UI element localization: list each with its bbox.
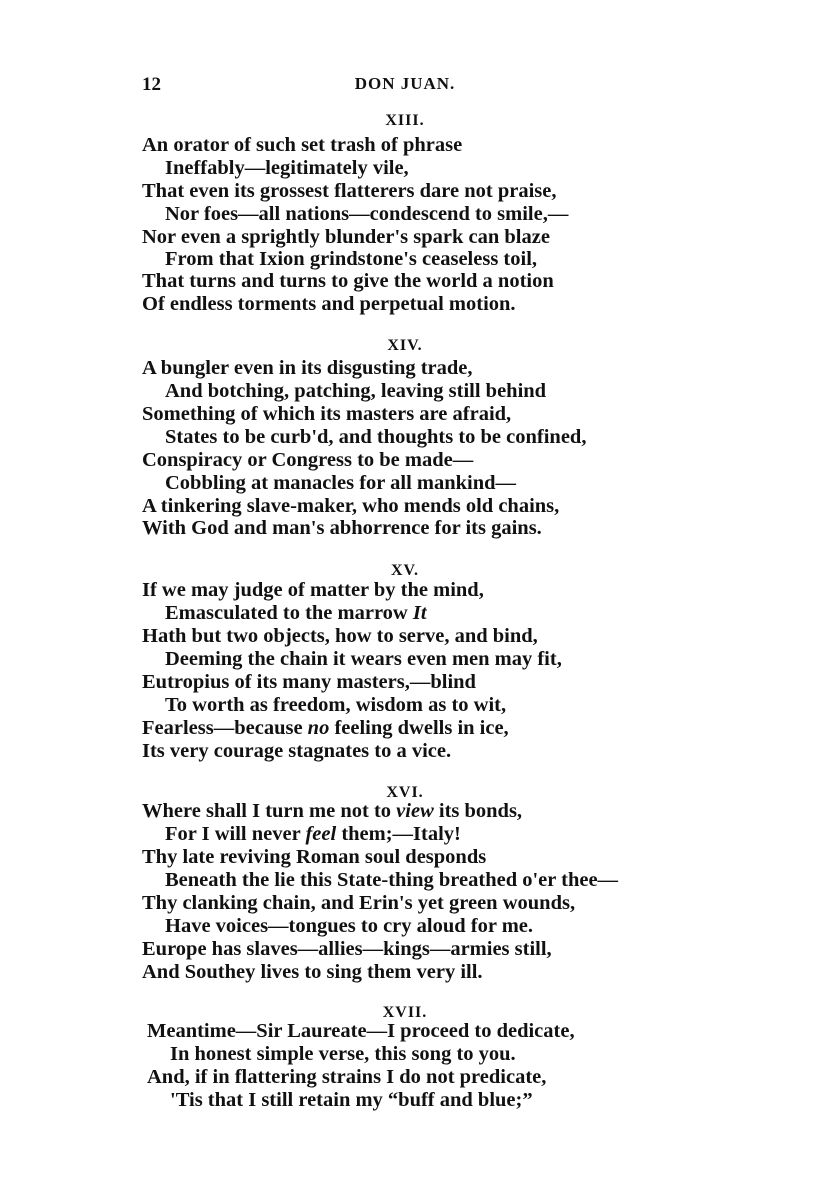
verse-line: In honest simple verse, this song to you. [170, 1043, 516, 1065]
verse-line: Conspiracy or Congress to be made— [142, 449, 474, 471]
verse-line: That turns and turns to give the world a notion [142, 270, 554, 292]
verse-line: Nor even a sprightly blunder's spark can blaze [142, 226, 550, 248]
verse-line: 'Tis that I still retain my “buff and blue;” [170, 1089, 533, 1111]
verse-line: Meantime—Sir Laureate—I proceed to dedicate, [147, 1020, 575, 1042]
verse-line [142, 718, 509, 739]
stanza-number: XV. [390, 562, 420, 579]
stanza-number: XVI. [386, 784, 424, 801]
verse-line: Ineffably—legitimately vile, [165, 157, 409, 179]
verse-line: A bungler even in its disgusting trade, [142, 357, 473, 379]
italic-word: view [396, 800, 434, 822]
verse-text: Emasculated to the marrow [165, 602, 408, 624]
italic-word: It [412, 602, 427, 624]
verse-line: Something of which its masters are afraid, [142, 403, 512, 425]
verse-line: And, if in flattering strains I do not predicate, [147, 1066, 547, 1088]
verse-text: them;—Italy! [341, 823, 461, 845]
verse-line: With God and man's abhorrence for its gains. [142, 517, 542, 539]
verse-line: Eutropius of its many masters,—blind [142, 671, 476, 693]
running-title: DON JUAN. [354, 74, 456, 93]
verse-line: From that Ixion grindstone's ceaseless toil, [165, 248, 538, 270]
page-number: 12 [142, 74, 161, 95]
verse-text: Where shall I turn me not to [142, 800, 392, 822]
verse-line: Cobbling at manacles for all mankind— [165, 472, 517, 494]
stanza-number: XIII. [385, 112, 425, 129]
verse-line: Hath but two objects, how to serve, and bind, [142, 625, 538, 647]
verse-text: feeling dwells in ice, [334, 717, 509, 739]
verse-line: If we may judge of matter by the mind, [142, 579, 484, 601]
verse-line: A tinkering slave-maker, who mends old chains, [142, 495, 560, 517]
verse-line: An orator of such set trash of phrase [142, 134, 463, 156]
verse-line: To worth as freedom, wisdom as to wit, [165, 694, 507, 716]
verse-line: States to be curb'd, and thoughts to be confined, [165, 426, 587, 448]
verse-line: Of endless torments and perpetual motion. [142, 293, 516, 315]
verse-text: its bonds, [438, 800, 523, 822]
verse-line: Beneath the lie this State-thing breathed o'er thee— [165, 869, 619, 891]
verse-line [165, 824, 461, 845]
verse-line: Thy clanking chain, and Erin's yet green wounds, [142, 892, 576, 914]
verse-line: And botching, patching, leaving still behind [165, 380, 547, 402]
stanza-number: XIV. [387, 337, 423, 354]
verse-line [165, 603, 427, 624]
verse-line: Deeming the chain it wears even men may fit, [165, 648, 562, 670]
verse-text: Fearless—because [142, 717, 303, 739]
verse-line: Its very courage stagnates to a vice. [142, 740, 452, 762]
verse-line: That even its grossest flatterers dare not praise, [142, 180, 557, 202]
verse-line: Nor foes—all nations—condescend to smile,— [165, 203, 569, 225]
verse-line: And Southey lives to sing them very ill. [142, 961, 483, 983]
verse-line: Thy late reviving Roman soul desponds [142, 846, 487, 868]
italic-word: no [307, 717, 330, 739]
stanza-number: XVII. [382, 1004, 428, 1021]
verse-line [142, 801, 522, 822]
verse-line: Have voices—tongues to cry aloud for me. [165, 915, 533, 937]
italic-word: feel [305, 823, 337, 845]
verse-line: Europe has slaves—allies—kings—armies still, [142, 938, 552, 960]
verse-text: For I will never [165, 823, 301, 845]
